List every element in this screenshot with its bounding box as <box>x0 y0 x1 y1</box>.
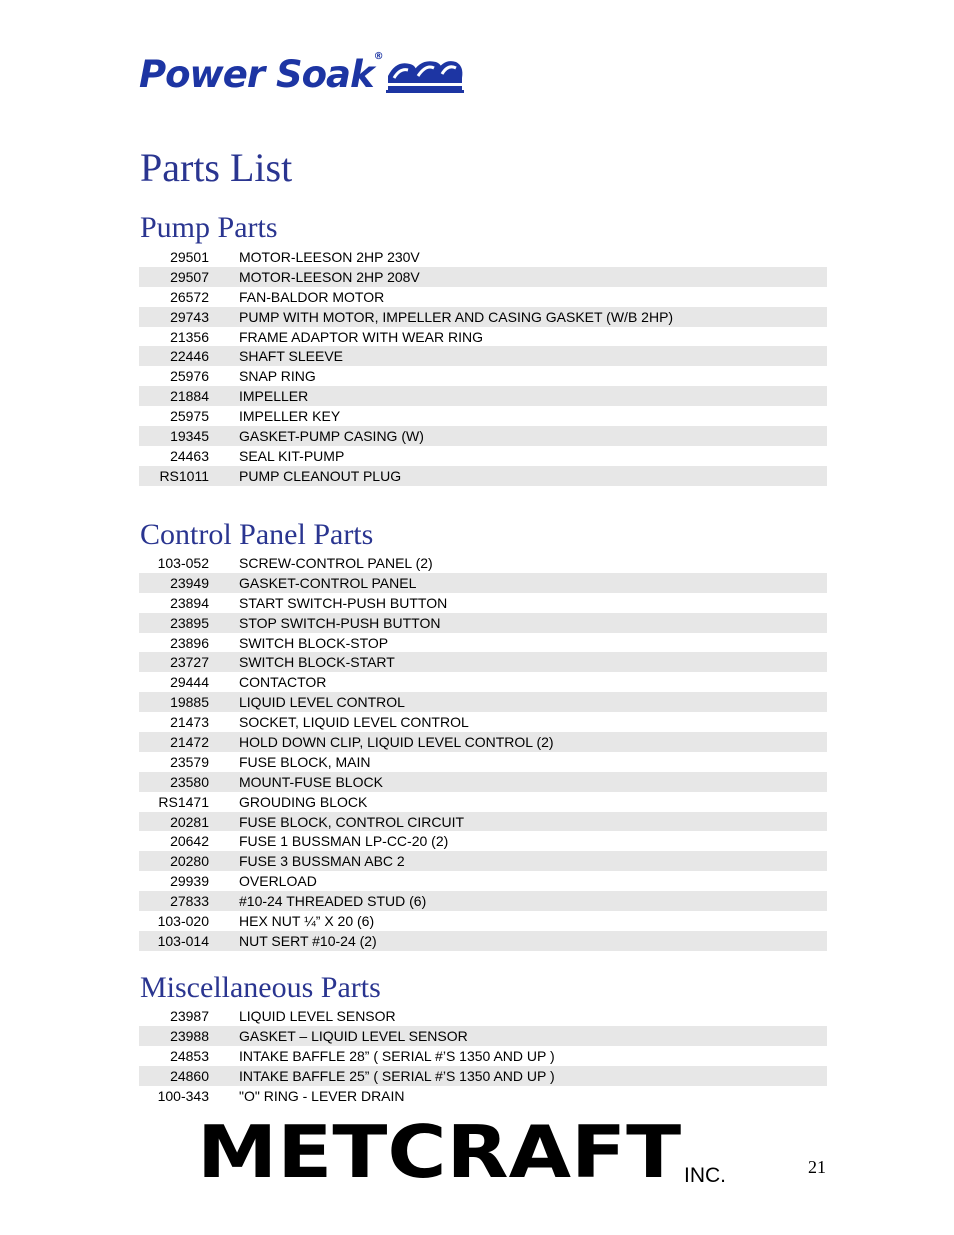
part-number: 23894 <box>170 594 209 611</box>
part-description: SWITCH BLOCK-START <box>239 654 395 671</box>
part-number: 100-343 <box>157 1087 209 1104</box>
part-row <box>139 1046 827 1066</box>
part-description: SEAL KIT-PUMP <box>239 447 345 464</box>
part-row <box>139 1086 827 1106</box>
part-description: SNAP RING <box>239 368 316 385</box>
part-number: RS1471 <box>158 793 209 810</box>
part-description: OVERLOAD <box>239 873 317 890</box>
part-row <box>139 307 827 327</box>
metcraft-wordmark: METCRAFT <box>197 1120 682 1184</box>
part-number: 24853 <box>170 1047 209 1064</box>
part-description: HOLD DOWN CLIP, LIQUID LEVEL CONTROL (2) <box>239 733 554 750</box>
section-title-miscellaneous-parts: Miscellaneous Parts <box>140 971 381 1004</box>
part-description: FUSE 3 BUSSMAN ABC 2 <box>239 853 405 870</box>
part-description: SWITCH BLOCK-STOP <box>239 634 389 651</box>
part-description: PUMP CLEANOUT PLUG <box>239 467 402 484</box>
part-row <box>139 1026 827 1046</box>
part-number: 20281 <box>170 813 209 830</box>
part-row <box>139 633 827 653</box>
part-number: 29444 <box>170 674 209 691</box>
page-number: 21 <box>808 1157 826 1177</box>
part-description: LIQUID LEVEL CONTROL <box>239 694 405 711</box>
part-description: STOP SWITCH-PUSH BUTTON <box>239 614 441 631</box>
part-row <box>139 446 827 466</box>
page-title: Parts List <box>140 145 293 190</box>
part-description: MOUNT-FUSE BLOCK <box>239 773 383 790</box>
part-row <box>139 812 827 832</box>
part-row <box>139 891 827 911</box>
part-number: 23896 <box>170 634 209 651</box>
part-row <box>139 871 827 891</box>
part-number: 23895 <box>170 614 209 631</box>
part-number: 23580 <box>170 773 209 790</box>
part-number: 29743 <box>170 308 209 325</box>
power-soak-logo <box>139 52 469 98</box>
part-number: 19885 <box>170 694 209 711</box>
part-row <box>139 386 827 406</box>
part-row <box>139 426 827 446</box>
part-description: FUSE BLOCK, CONTROL CIRCUIT <box>239 813 465 830</box>
part-description: MOTOR-LEESON 2HP 230V <box>239 248 420 265</box>
part-row <box>139 752 827 772</box>
part-row <box>139 692 827 712</box>
part-description: FAN-BALDOR MOTOR <box>239 288 385 305</box>
part-row <box>139 573 827 593</box>
part-row <box>139 792 827 812</box>
part-row <box>139 613 827 633</box>
part-description: IMPELLER <box>239 388 309 405</box>
part-description: START SWITCH-PUSH BUTTON <box>239 594 448 611</box>
part-number: 21472 <box>170 733 209 750</box>
part-row <box>139 772 827 792</box>
part-row <box>139 1066 827 1086</box>
part-description: IMPELLER KEY <box>239 408 341 425</box>
part-number: RS1011 <box>159 467 209 484</box>
part-row <box>139 851 827 871</box>
part-row <box>139 652 827 672</box>
part-number: 26572 <box>170 288 209 305</box>
part-number: 21884 <box>170 388 209 405</box>
part-number: 23727 <box>170 654 209 671</box>
part-number: 20280 <box>170 853 209 870</box>
part-number: 24463 <box>170 447 209 464</box>
part-description: FUSE BLOCK, MAIN <box>239 753 371 770</box>
wave-logo-icon <box>386 56 464 94</box>
part-description: SOCKET, LIQUID LEVEL CONTROL <box>239 714 469 731</box>
part-number: 21473 <box>170 714 209 731</box>
part-row <box>139 247 827 267</box>
part-description: GROUDING BLOCK <box>239 793 368 810</box>
part-description: INTAKE BAFFLE 25” ( SERIAL #’S 1350 AND UP ) <box>239 1067 555 1084</box>
part-description: GASKET-CONTROL PANEL <box>239 574 417 591</box>
part-description: GASKET – LIQUID LEVEL SENSOR <box>239 1027 468 1044</box>
part-description: FRAME ADAPTOR WITH WEAR RING <box>239 328 483 345</box>
part-description: SCREW-CONTROL PANEL (2) <box>239 554 433 571</box>
part-number: 29507 <box>170 268 209 285</box>
part-number: 25976 <box>170 368 209 385</box>
part-description: MOTOR-LEESON 2HP 208V <box>239 268 420 285</box>
metcraft-inc-label: INC. <box>684 1164 726 1187</box>
part-row <box>139 466 827 486</box>
part-row <box>139 911 827 931</box>
section-title-control-panel-parts: Control Panel Parts <box>140 518 374 551</box>
part-description: INTAKE BAFFLE 28” ( SERIAL #’S 1350 AND UP ) <box>239 1047 555 1064</box>
part-number: 23579 <box>170 753 209 770</box>
metcraft-logo <box>197 1120 737 1190</box>
part-description: CONTACTOR <box>239 674 327 691</box>
part-description: GASKET-PUMP CASING (W) <box>239 427 424 444</box>
part-row <box>139 732 827 752</box>
part-row <box>139 346 827 366</box>
part-row <box>139 831 827 851</box>
part-number: 103-020 <box>157 912 209 929</box>
part-number: 20642 <box>170 833 209 850</box>
part-number: 22446 <box>170 348 209 365</box>
part-number: 29939 <box>170 873 209 890</box>
part-row <box>139 406 827 426</box>
part-number: 103-014 <box>157 932 209 949</box>
part-row <box>139 366 827 386</box>
part-row <box>139 267 827 287</box>
pump-parts-list <box>139 247 827 486</box>
part-description: NUT SERT #10-24 (2) <box>239 932 377 949</box>
part-row <box>139 327 827 347</box>
part-row <box>139 553 827 573</box>
part-row <box>139 931 827 951</box>
part-number: 23987 <box>170 1007 209 1024</box>
part-number: 23988 <box>170 1027 209 1044</box>
part-number: 23949 <box>170 574 209 591</box>
part-number: 103-052 <box>157 554 209 571</box>
power-soak-wordmark: Power Soak® <box>139 51 383 96</box>
part-number: 21356 <box>170 328 209 345</box>
part-description: #10-24 THREADED STUD (6) <box>239 893 427 910</box>
control-panel-parts-list <box>139 553 827 951</box>
part-description: LIQUID LEVEL SENSOR <box>239 1007 396 1024</box>
part-number: 29501 <box>170 248 209 265</box>
part-number: 25975 <box>170 408 209 425</box>
part-description: "O" RING - LEVER DRAIN <box>239 1087 405 1104</box>
miscellaneous-parts-list <box>139 1006 827 1105</box>
part-number: 19345 <box>170 427 209 444</box>
part-description: PUMP WITH MOTOR, IMPELLER AND CASING GASKET (W/B 2HP) <box>239 308 674 325</box>
part-row <box>139 287 827 307</box>
part-number: 24860 <box>170 1067 209 1084</box>
section-title-pump-parts: Pump Parts <box>140 211 278 244</box>
part-row <box>139 712 827 732</box>
part-row <box>139 593 827 613</box>
part-row <box>139 1006 827 1026</box>
part-row <box>139 672 827 692</box>
part-description: SHAFT SLEEVE <box>239 348 344 365</box>
part-description: FUSE 1 BUSSMAN LP-CC-20 (2) <box>239 833 449 850</box>
part-number: 27833 <box>170 893 209 910</box>
part-description: HEX NUT ¼” X 20 (6) <box>239 912 375 929</box>
